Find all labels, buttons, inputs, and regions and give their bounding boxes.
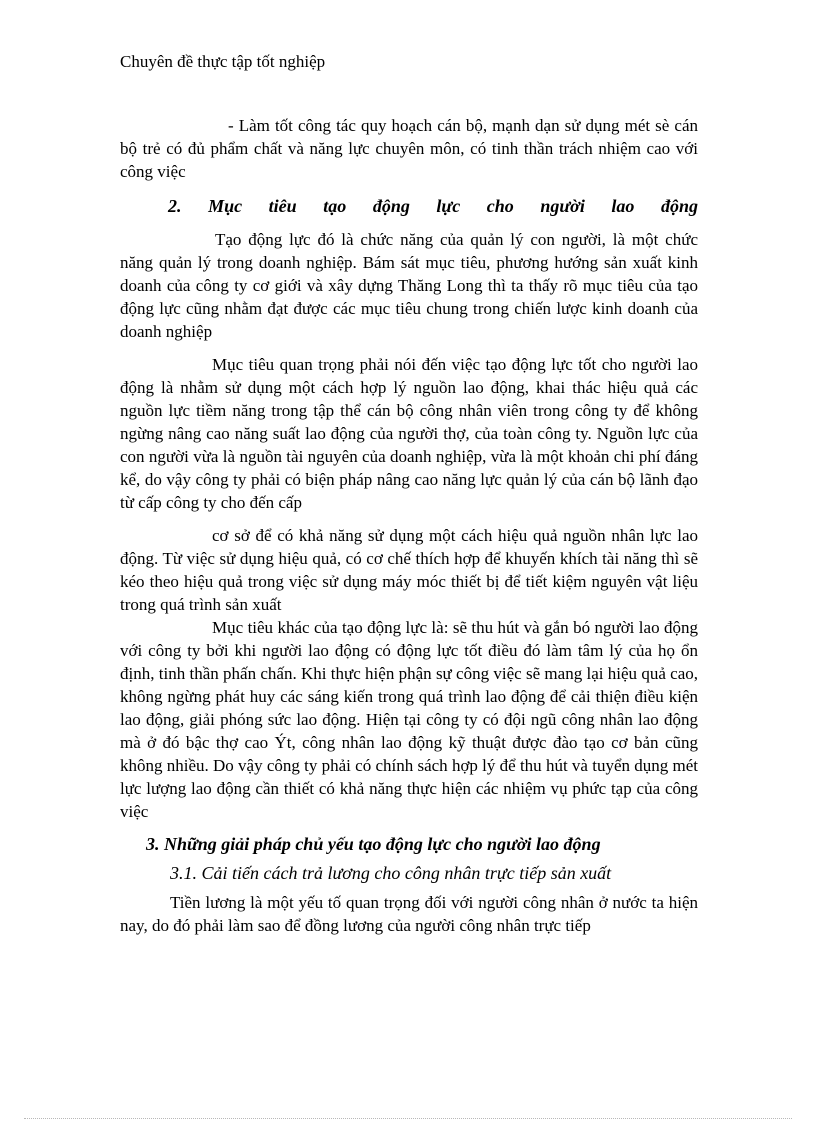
paragraph-2: Mục tiêu quan trọng phải nói đến việc tạo động lực tốt cho người lao động là nhằm sử dụng một cách hợp lý nguồn lao động, khai thác hiệu quả các nguồn lực tiềm năng trong tập thể cán bộ công nhân viên trong công ty để không ngừng nâng cao năng suất lao động của người thợ, của toàn công ty. Nguồn lực của con người vừa là nguồn tài nguyên của doanh nghiệp, vừa là một khoản chi phí đáng kể, do vậy công ty phải có biện pháp nâng cao năng lực quản lý của cán bộ lãnh đạo từ cấp công ty cho đến cấp xyxy=(120,355,698,512)
page-bottom-border xyxy=(24,1118,792,1119)
paragraph-1: Tạo động lực đó là chức năng của quản lý con người, là một chức năng quản lý trong doanh nghiệp. Bám sát mục tiêu, phương hướng sản xuất kinh doanh của công ty cơ giới và xây dựng Thăng Long thì ta thấy rõ mục tiêu của tạo động lực cũng nhằm đạt được các mục tiêu chung trong chiến lược kinh doanh của doanh nghiệp xyxy=(120,230,698,341)
paragraph-3: cơ sở để có khả năng sử dụng một cách hiệu quả nguồn nhân lực lao động. Từ việc sử dụng hiệu quả, có cơ chế thích hợp để khuyến khích tài năng thì sẽ kéo theo hiệu quả trong việc sử dụng máy móc thiết bị để tiết kiệm nguyên vật liệu trong quá trình sản xuất xyxy=(120,526,698,614)
paragraph-4: Mục tiêu khác của tạo động lực là: sẽ thu hút và gắn bó người lao động với công ty bởi khi người lao động có động lực tốt điều đó làm tâm lý của họ ổn định, tinh thần phấn chấn. Khi thực hiện phận sự công việc sẽ mang lại hiệu quả cao, không ngừng phát huy các sáng kiến trong quá trình lao động để cải thiện điều kiện lao động, giải phóng sức lao động. Hiện tại công ty có đội ngũ công nhân lao động mà ở đó bậc thợ cao Ýt, công nhân lao động kỹ thuật được đào tạo cơ bản cũng không nhiều. Do vậy công ty phải có chính sách hợp lý để thu hút và tuyển dụng mét lực lượng lao động cần thiết có khả năng thực hiện các nhiệm vụ phức tạp của công việc xyxy=(120,618,698,821)
section-heading-3: 3. Những giải pháp chủ yếu tạo động lực cho người lao động xyxy=(146,834,601,854)
paragraph-5: Tiền lương là một yếu tố quan trọng đối với người công nhân ở nước ta hiện nay, do đó phải làm sao để đồng lương của người công nhân trực tiếp xyxy=(120,893,698,935)
bullet-paragraph: - Làm tốt công tác quy hoạch cán bộ, mạnh dạn sử dụng mét sè cán bộ trẻ có đủ phẩm chất và năng lực chuyên môn, có tinh thần trách nhiệm cao với công việc xyxy=(120,116,698,181)
page-header: Chuyên đề thực tập tốt nghiệp xyxy=(120,52,326,71)
document-body xyxy=(120,114,698,937)
section-heading-2: 2. Mục tiêu tạo động lực cho người lao động xyxy=(168,196,698,216)
subsection-heading-3-1: 3.1. Cải tiến cách trả lương cho công nhân trực tiếp sản xuất xyxy=(170,863,612,883)
